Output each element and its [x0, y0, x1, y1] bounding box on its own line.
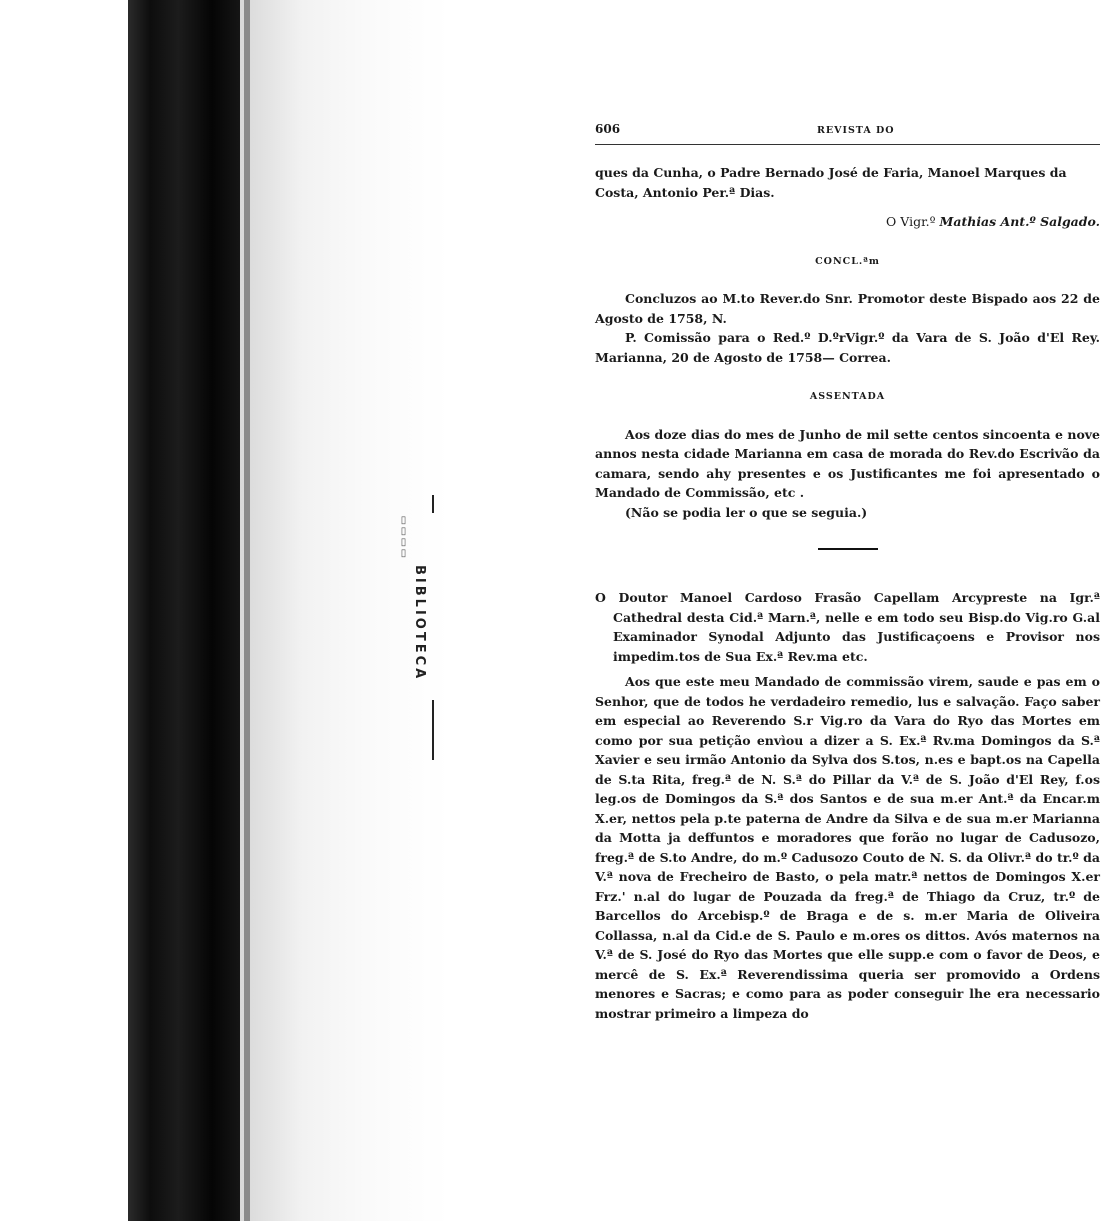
mandado-body: Aos que este meu Mandado de commissão virem, saude e pas em o Senhor, que de todos he verdadeiro remedio, lus e salvação. Faço saber em especial ao Reverendo S.r Vig.ro da Vara do Ryo das Mortes em como por sua petição envìou a dizer a S. Ex.ª Rv.ma Domingos da S.ª Xavier e seu irmão Antonio da Sylva dos S.tos, n.es e bapt.os na Capella de S.ta Rita, freg.ª de N. S.ª do Pillar da V.ª de S. João d'El Rey, f.os leg.os de Domingos da S.ª dos Santos e de sua m.er Ant.ª da Encar.m X.er, nettos pela p.te paterna de Andre da Silva e de sua m.er Marianna da Motta ja deffuntos e moradores que forão no lugar de Cadusozo, freg.ª de S.to Andre, do m.º Cadusozo Couto de N. S. da Olivr.ª do tr.º da V.ª nova de Frecheiro de Basto, o pela matr.ª nettos de Domingos X.er Frz.' n.al do lugar de Pouzada da freg.ª de Thiago da Cruz, tr.º de Barcellos do Arcebisp.º de Braga e de s. m.er Maria de Oliveira Collassa, n.al da Cid.e de S. Paulo e m.ores os dittos. Avós maternos na V.ª de S. José do Ryo das Mortes que elle supp.e com o favor de Deos, e mercê de S. Ex.ª Reverendissima queria ser promovido a Ordens menores e Sacras; e como para as poder conseguir lhe era necessario mostrar primeiro a limpeza do: [595, 674, 1100, 1021]
stamp-rule-bottom: [432, 700, 434, 760]
stamp-rule-top: [432, 495, 434, 513]
signature: [595, 212, 1100, 232]
stamp-sub-mark: ▯▯▯▯: [398, 515, 409, 559]
concl-paragraph-1: Concluzos ao M.to Rever.do Snr. Promotor deste Bispado aos 22 de Agosto de 1758, N.: [595, 291, 1100, 326]
concl-paragraph-2: P. Comissão para o Red.º D.ºrVigr.º da Vara de S. João d'El Rey. Marianna, 20 de Agosto de 1758— Correa.: [595, 330, 1100, 365]
opening-line-2: Costa, Antonio Per.ª Dias.: [595, 184, 775, 200]
assentada-heading: ASSENTADA: [809, 391, 886, 402]
concl-heading: CONCL.ªm: [815, 255, 880, 267]
library-stamp: [400, 495, 450, 765]
book-spine: [128, 0, 240, 1221]
signature-prefix: O Vigr.º: [886, 214, 940, 229]
stamp-text: BIBLIOTECA: [412, 565, 427, 682]
assentada-paragraph-1: Aos doze dias do mes de Junho de mil sette centos sincoenta e nove annos nesta cidade Marianna em casa de morada do Rev.do Escrivão da camara, sendo ahy presentes e os Justificantes me foi apresentado o Mandado de Commissão, etc .: [595, 426, 1100, 500]
page-number: 606: [595, 122, 621, 136]
signature-name: Mathias Ant.º Salgado.: [939, 214, 1100, 229]
opening-line-1: ques da Cunha, o Padre Bernado José de Faria, Manoel Marques da: [595, 165, 1067, 180]
mandado-intro: O Doutor Manoel Cardoso Frasão Capellam Arcypreste na Igr.ª Cathedral desta Cid.ª Marn.ª, nelle e em todo seu Bisp.do Vig.ro G.al Examinador Synodal Adjunto das Justificaçoens e Provisor nos impedim.tos de Sua Ex.ª Rev.ma etc.: [595, 590, 1100, 664]
section-divider: [818, 548, 878, 550]
running-title: REVISTA DO: [817, 125, 895, 136]
header-rule: [595, 144, 1100, 145]
document-page: [595, 120, 1100, 1023]
gutter-shadow: [244, 0, 250, 1221]
assentada-paragraph-2: (Não se podia ler o que se seguia.): [625, 504, 868, 520]
page-header: [595, 120, 1100, 140]
